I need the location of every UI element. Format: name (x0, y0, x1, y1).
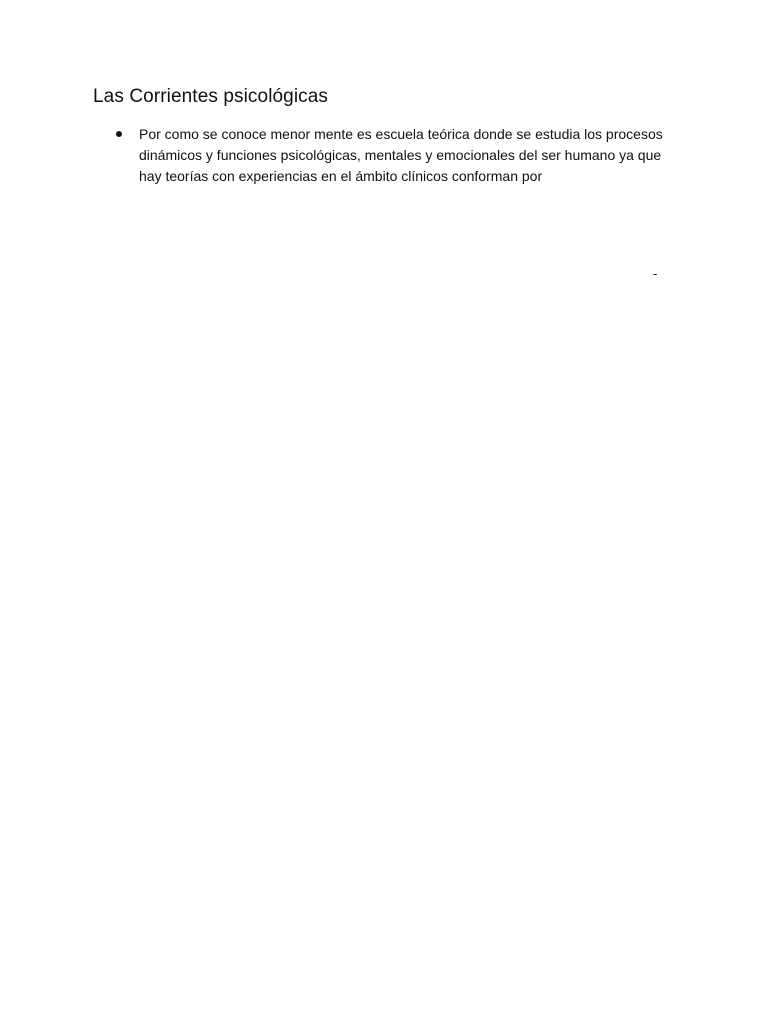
bullet-text: Por como se conoce menor mente es escuela teórica donde se estudia los procesos dinámicos y funciones psicológicas, mentales y emocionales del ser humano ya que hay teorías con experiencias en el ámbito clínicos conforman por (139, 126, 663, 184)
page-title: Las Corrientes psicológicas (93, 86, 329, 107)
bullet-dot-icon (116, 131, 122, 137)
list-item (114, 124, 674, 186)
trailing-dash: - (653, 266, 658, 281)
bullet-list (114, 124, 674, 186)
